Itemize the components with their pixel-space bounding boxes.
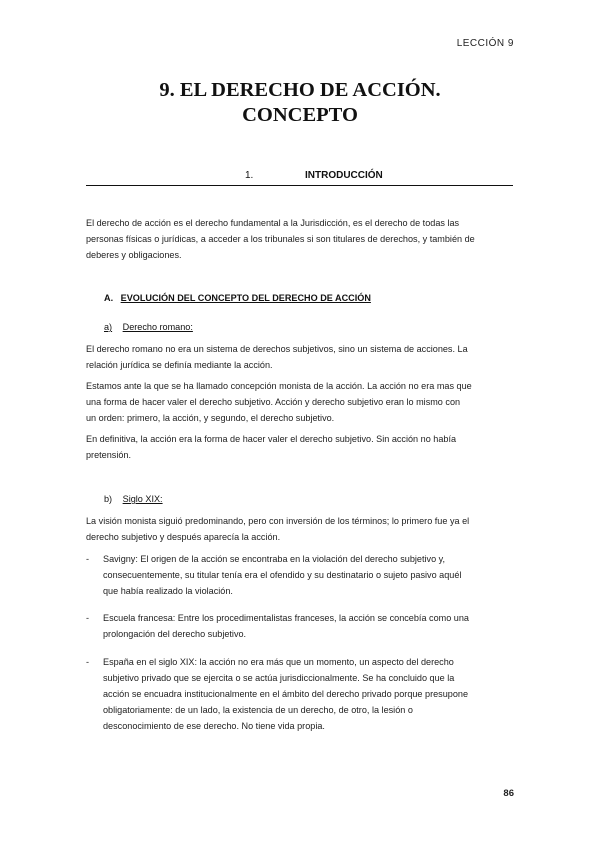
- chapter-title-line-2: CONCEPTO: [242, 104, 358, 126]
- chapter-title-line-1: 9. EL DERECHO DE ACCIÓN.: [159, 79, 441, 101]
- siglo-marker: b): [104, 494, 113, 504]
- roman-heading: [104, 322, 193, 332]
- siglo-heading: [104, 494, 163, 504]
- bullet-dash: -: [86, 657, 90, 667]
- text-line: El derecho romano no era un sistema de derechos subjetivos, sino un sistema de acciones. La: [86, 344, 468, 354]
- bullet-text: [103, 610, 514, 642]
- text-line: Savigny: El origen de la acción se encontraba en la violación del derecho subjetivo y,: [103, 554, 446, 564]
- intro-paragraph: [86, 216, 514, 263]
- list-item: [86, 551, 514, 599]
- bullet-text: [103, 551, 514, 599]
- section-title: INTRODUCCIÓN: [305, 170, 383, 181]
- text-line: que había realizado la violación.: [103, 586, 233, 596]
- text-line: un orden: primero, la acción, y segundo, el derecho subjetivo.: [86, 412, 335, 423]
- text-line: relación jurídica se definía mediante la acción.: [86, 359, 273, 370]
- text-line: obligatoriamente: de un lado, la existencia de un derecho, de otro, la lesión o: [103, 705, 413, 715]
- subsection-title: EVOLUCIÓN DEL CONCEPTO DEL DERECHO DE ACCIÓN: [120, 293, 371, 303]
- lesson-label: LECCIÓN 9: [456, 38, 514, 49]
- chapter-title: [86, 78, 514, 128]
- page-number: 86: [503, 788, 514, 799]
- text-line: Estamos ante la que se ha llamado concepción monista de la acción. La acción no era mas que: [86, 381, 472, 391]
- roman-paragraph-2: [86, 379, 514, 426]
- bullet-dash: -: [86, 613, 90, 623]
- bullet-text: [103, 654, 514, 734]
- list-item: [86, 610, 514, 642]
- text-line: La visión monista siguió predominando, pero con inversión de los términos; lo primero fue ya el: [86, 516, 470, 526]
- text-line: una forma de hacer valer el derecho subjetivo. Acción y derecho subjetivo eran lo mismo con: [86, 396, 461, 407]
- section-number: 1.: [245, 170, 254, 181]
- text-line: consecuentemente, su titular tenía era el ofendido y su destinatario o sujeto pasivo aquél: [103, 570, 462, 580]
- text-line: derecho subjetivo y después aparecía la acción.: [86, 531, 281, 542]
- text-line: pretensión.: [86, 449, 131, 460]
- text-line: En definitiva, la acción era la forma de hacer valer el derecho subjetivo. Sin acción no había: [86, 434, 457, 444]
- subsection-letter: A.: [104, 293, 114, 303]
- list-item: [86, 654, 514, 734]
- siglo-intro: [86, 514, 514, 546]
- text-line: deberes y obligaciones.: [86, 249, 182, 260]
- text-line: prolongación del derecho subjetivo.: [103, 629, 247, 639]
- roman-paragraph-3: [86, 432, 514, 464]
- roman-marker: a): [104, 322, 113, 332]
- text-line: acción se encuadra institucionalmente en el ámbito del derecho privado porque presupone: [103, 689, 468, 699]
- text-line: desconocimiento de ese derecho. No tiene vida propia.: [103, 721, 325, 731]
- text-line: subjetivo privado que se ejercita o se actúa jurisdiccionalmente. Se ha concluido que la: [103, 673, 455, 683]
- text-line: España en el siglo XIX: la acción no era más que un momento, un aspecto del derecho: [103, 657, 454, 667]
- roman-title: Derecho romano:: [122, 322, 193, 332]
- section-heading: [86, 170, 514, 184]
- section-rule: [86, 185, 513, 186]
- bullet-dash: -: [86, 554, 90, 564]
- text-line: El derecho de acción es el derecho fundamental a la Jurisdicción, es el derecho de todas las: [86, 218, 460, 228]
- text-line: personas físicas o jurídicas, a acceder a los tribunales si son titulares de derechos, y también de: [86, 233, 475, 244]
- subsection-heading: [104, 293, 371, 303]
- text-line: Escuela francesa: Entre los procedimentalistas franceses, la acción se concebía como una: [103, 613, 469, 623]
- siglo-title: Siglo XIX:: [122, 494, 163, 504]
- roman-paragraph-1: [86, 342, 514, 374]
